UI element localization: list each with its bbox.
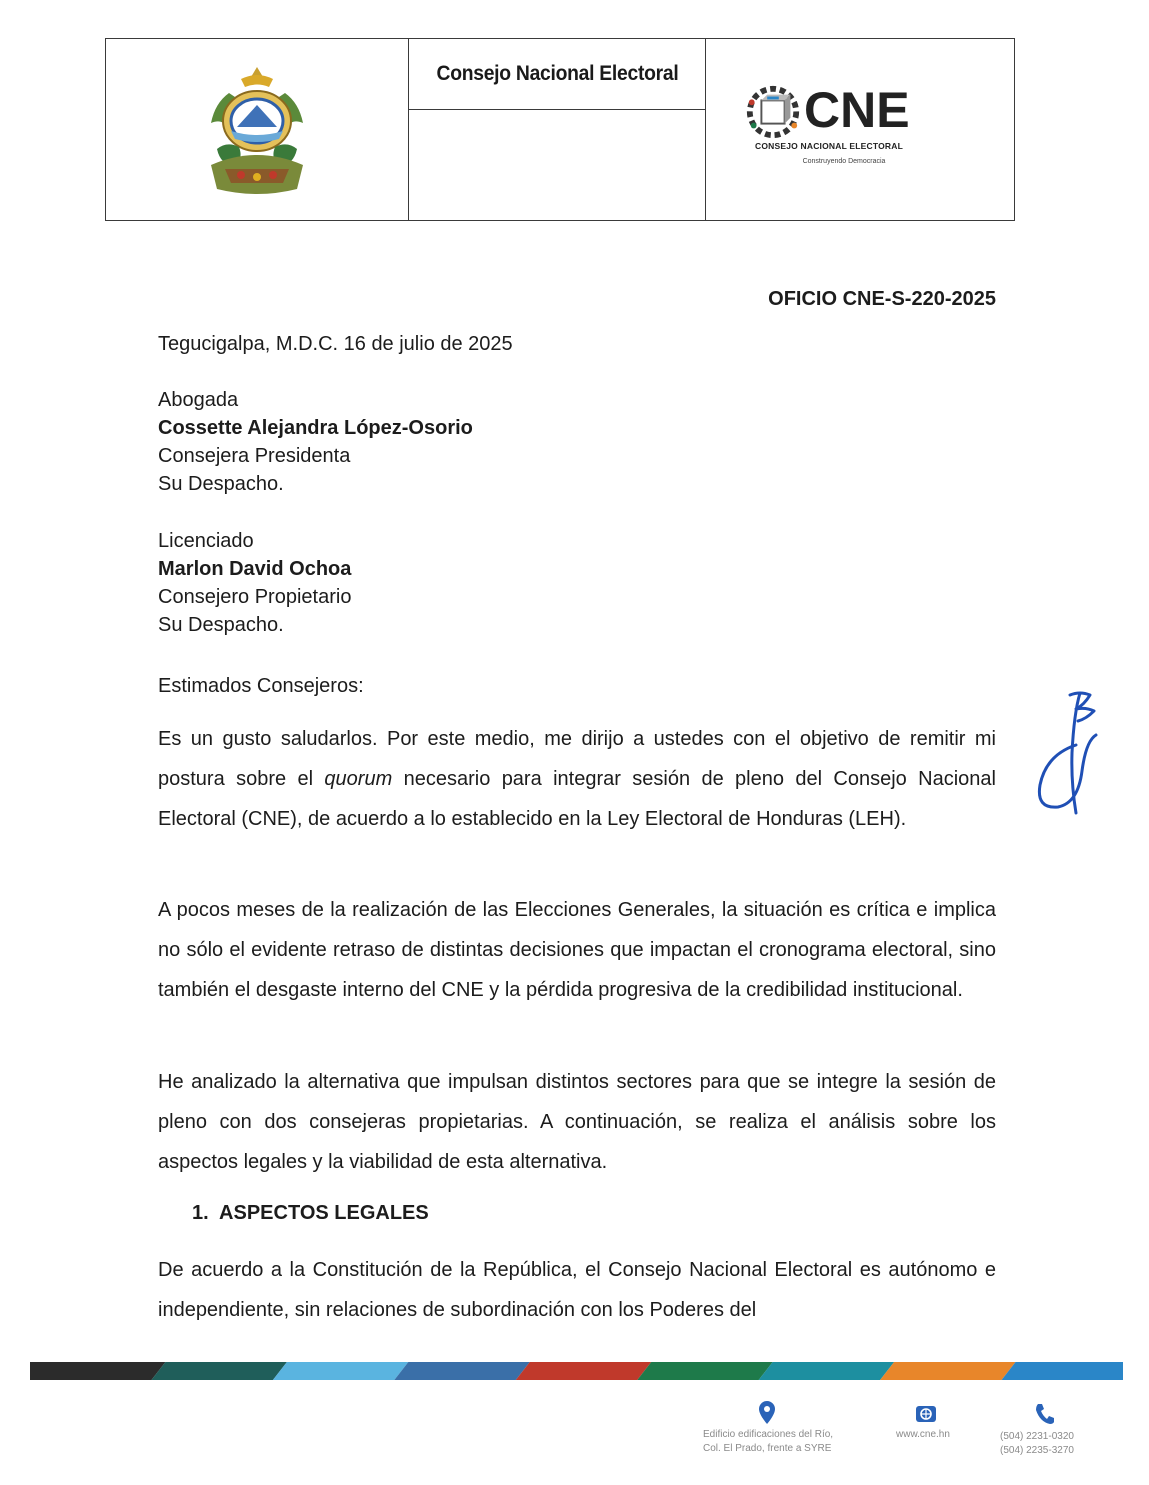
cne-name: CONSEJO NACIONAL ELECTORAL <box>755 141 903 151</box>
header-left-cell <box>106 39 409 220</box>
footer-bar-segment <box>516 1362 651 1380</box>
coat-of-arms-icon <box>201 63 313 195</box>
recipient-name: Cossette Alejandra López-Osorio <box>158 417 473 439</box>
cne-tagline: Construyendo Democracia <box>802 158 886 165</box>
footer-bar-segment <box>394 1362 529 1380</box>
footer-bar-segment <box>151 1362 286 1380</box>
footer-bar-segment <box>637 1362 772 1380</box>
footer-bar-segment <box>1002 1362 1123 1380</box>
recipient-2-block <box>158 527 351 639</box>
footer-bar-segment <box>30 1362 165 1380</box>
footer-bar-segment <box>759 1362 894 1380</box>
cne-acronym: CNE <box>804 82 910 138</box>
cne-logo-icon <box>744 83 802 141</box>
signature <box>1030 685 1105 825</box>
web-icon <box>915 1405 937 1425</box>
recipient-role: Consejera Presidenta <box>158 445 351 467</box>
recipient-role: Consejero Propietario <box>158 586 352 608</box>
recipient-title: Licenciado <box>158 530 254 552</box>
recipient-title: Abogada <box>158 389 239 411</box>
footer-bar-segment <box>273 1362 408 1380</box>
header-empty-cell <box>409 110 705 220</box>
header-logo-cell <box>705 39 1013 220</box>
section-heading: 1. ASPECTOS LEGALES <box>192 1202 429 1224</box>
paragraph-1-italic: quorum <box>324 768 393 790</box>
recipient-office: Su Despacho. <box>158 614 284 636</box>
salutation: Estimados Consejeros: <box>158 675 364 697</box>
paragraph-4: De acuerdo a la Constitución de la República, el Consejo Nacional Electoral es autónomo e independiente, sin relaciones de subordinación con los Poderes del <box>158 1259 996 1321</box>
paragraph-3: He analizado la alternativa que impulsan distintos sectores para que se integre la sesión de pleno con dos consejeras propietarias. A continuación, se realiza el análisis sobre los aspectos legales y la viabilidad de esta alternativa. <box>158 1071 996 1173</box>
footer-bar-segment <box>880 1362 1015 1380</box>
header-table <box>105 38 1015 221</box>
recipient-name: Marlon David Ochoa <box>158 558 352 580</box>
cne-logo <box>744 81 984 181</box>
address-line-2: Col. El Prado, frente a SYRE <box>703 1443 832 1454</box>
phone-2: (504) 2235-3270 <box>1000 1445 1074 1456</box>
footer-address <box>703 1428 833 1456</box>
address-line-1: Edificio edificaciones del Río, <box>703 1429 834 1440</box>
recipient-1-block <box>158 386 473 498</box>
phone-1: (504) 2231-0320 <box>1000 1431 1074 1442</box>
recipient-office: Su Despacho. <box>158 473 284 495</box>
paragraph-1 <box>158 719 996 839</box>
header-title-cell <box>409 39 705 110</box>
paragraph-1-start: Es un gusto saludarlos. Por este medio, me dirijo a ustedes con el objetivo de remitir mi postura sobre el <box>158 728 996 790</box>
institution-title: Consejo Nacional Electoral <box>436 62 678 85</box>
paragraph-2: A pocos meses de la realización de las Elecciones Generales, la situación es crítica e implica no sólo el evidente retraso de distintas decisiones que impactan el cronograma electoral, sino también el desgaste interno del CNE y la pérdida progresiva de la credibilidad institucional. <box>158 899 996 1001</box>
footer-website[interactable]: www.cne.hn <box>896 1429 950 1440</box>
phone-icon <box>1034 1402 1054 1424</box>
place-date: Tegucigalpa, M.D.C. 16 de julio de 2025 <box>158 333 513 355</box>
paragraph-1-end: necesario para integrar sesión de pleno del Consejo Nacional Electoral (CNE), de acuerdo a lo establecido en la Ley Electoral de Honduras (LEH). <box>158 768 996 830</box>
document-reference: OFICIO CNE-S-220-2025 <box>768 288 996 310</box>
footer-phones <box>1000 1430 1074 1458</box>
footer-color-bar <box>30 1362 1123 1380</box>
location-icon <box>757 1400 777 1426</box>
